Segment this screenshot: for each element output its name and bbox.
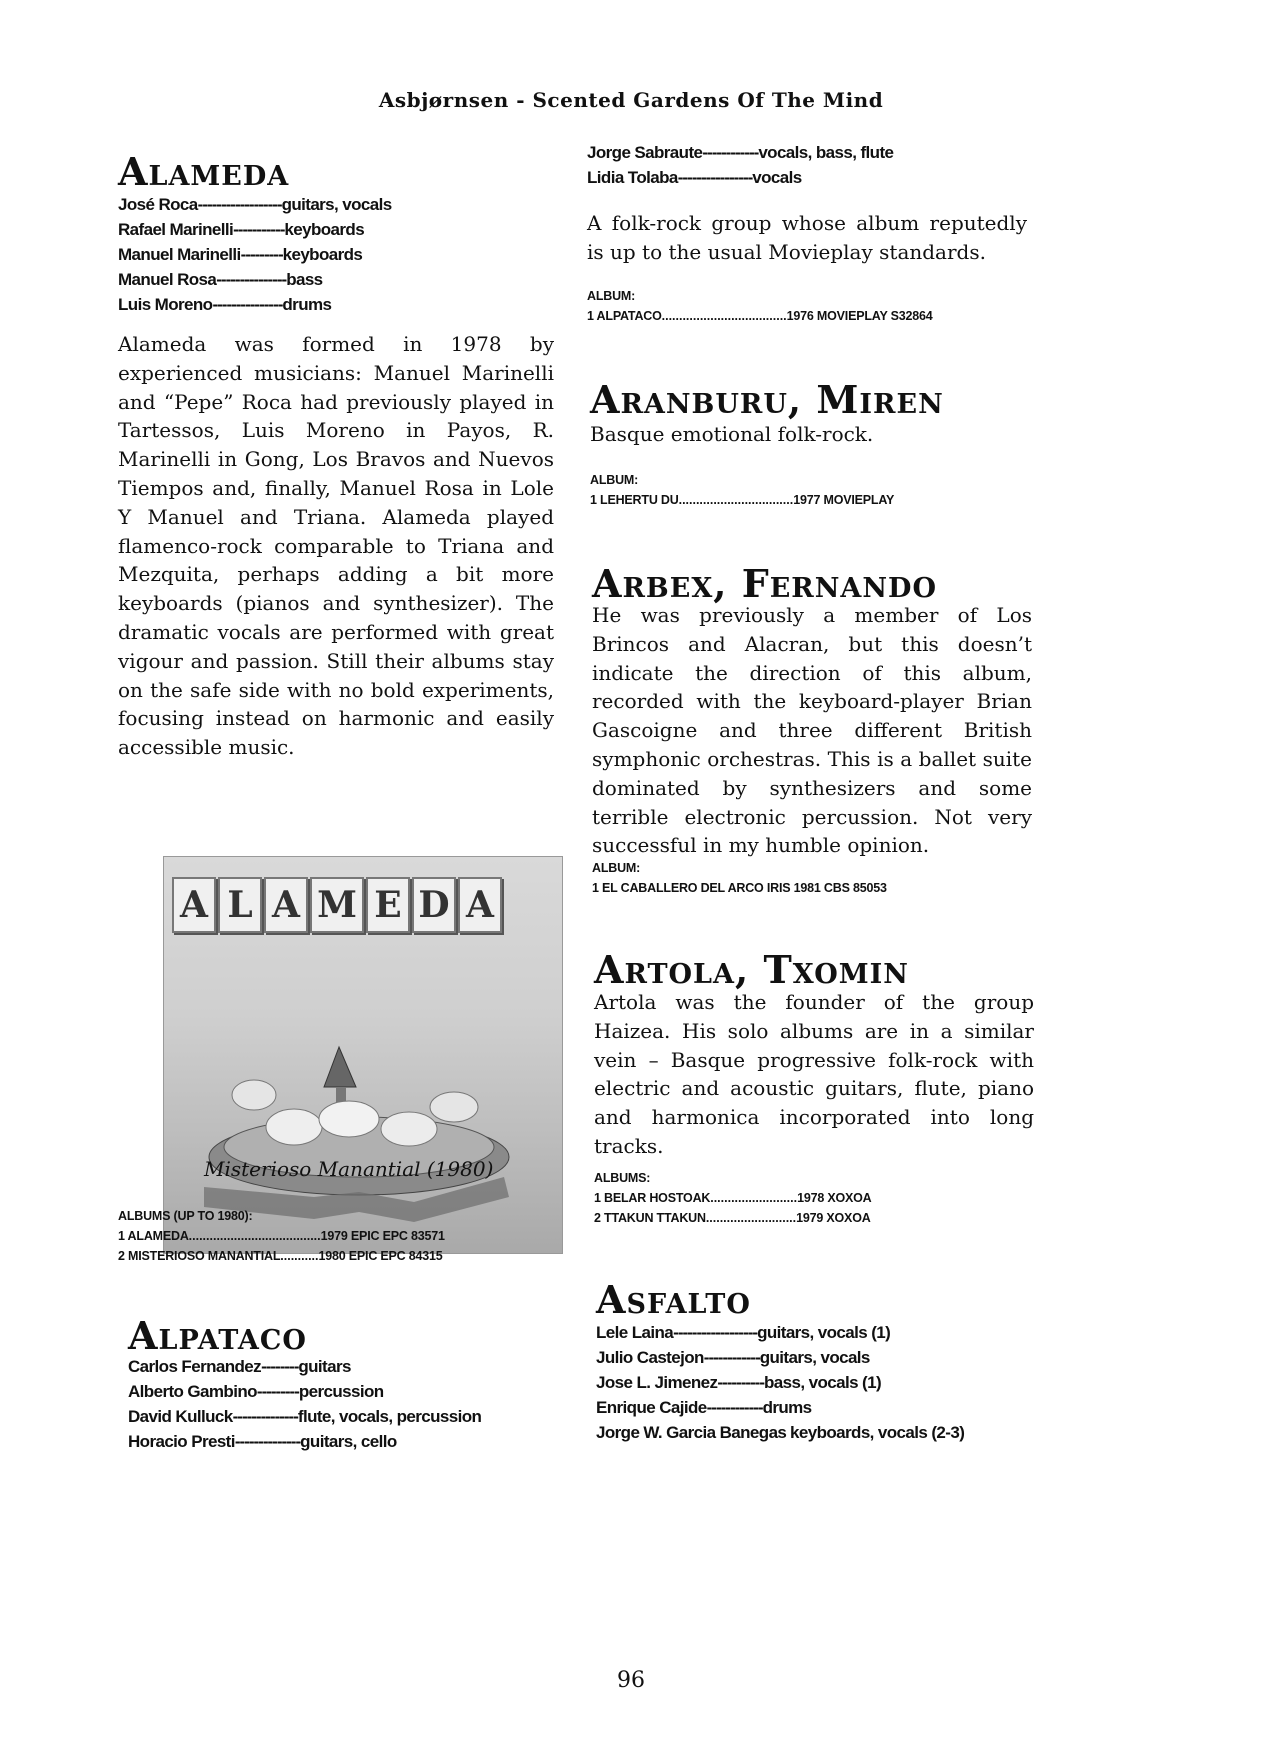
member-list-alpataco (128, 1354, 481, 1454)
running-head: Asbjørnsen - Scented Gardens Of The Mind (378, 88, 884, 112)
member-row: Jose L. Jimenez----------bass, vocals (1) (596, 1373, 882, 1392)
entry-text-artola: Artola was the founder of the group Haizea. His solo albums are in a similar vein – Basque progressive folk-rock with electric and acoustic guitars, flute, piano and harmonica incorporated into long tracks. (594, 990, 1034, 1158)
member-row: Manuel Marinelli---------keyboards (118, 245, 363, 264)
member-row: Julio Castejon------------guitars, vocals (596, 1348, 870, 1367)
member-row: Jorge Sabraute------------vocals, bass, flute (587, 143, 894, 162)
discography-alameda (118, 1206, 445, 1266)
member-row: Carlos Fernandez--------guitars (128, 1357, 351, 1376)
album-row: 1 BELAR HOSTOAK.........................1978 XOXOA (594, 1191, 872, 1205)
member-row: Lidia Tolaba----------------vocals (587, 168, 802, 187)
entry-title-arbex: Arbex, Fernando (592, 561, 937, 606)
discography-alpataco (587, 286, 933, 326)
member-row: Lele Laina------------------guitars, vocals (1) (596, 1323, 891, 1342)
album-row: 1 EL CABALLERO DEL ARCO IRIS 1981 CBS 85053 (592, 881, 887, 895)
albums-label: ALBUMS (UP TO 1980): (118, 1209, 253, 1223)
member-row: Jorge W. Garcia Banegas keyboards, vocals (2-3) (596, 1423, 965, 1442)
album-row: 1 LEHERTU DU.................................1977 MOVIEPLAY (590, 493, 895, 507)
album-row: 1 ALAMEDA......................................1979 EPIC EPC 83571 (118, 1229, 445, 1243)
entry-text-aranburu: Basque emotional folk-rock. (590, 422, 874, 446)
member-row: Alberto Gambino---------percussion (128, 1382, 384, 1401)
entry-title-alameda: Alameda (118, 149, 290, 194)
cover-tile: L (218, 877, 262, 933)
cover-caption: Misterioso Manantial (1980) (204, 1157, 494, 1181)
discography-artola (594, 1168, 872, 1228)
member-row: Luis Moreno---------------drums (118, 295, 332, 314)
cover-tile: A (264, 877, 308, 933)
member-list-alameda (118, 192, 392, 317)
member-row: Rafael Marinelli-----------keyboards (118, 220, 365, 239)
album-row: 2 MISTERIOSO MANANTIAL...........1980 EPIC EPC 84315 (118, 1249, 443, 1263)
page-number: 96 (617, 1668, 645, 1693)
entry-title-alpataco: Alpataco (128, 1313, 307, 1358)
cover-tile: A (172, 877, 216, 933)
member-row: David Kulluck--------------flute, vocals, percussion (128, 1407, 482, 1426)
discography-arbex (592, 858, 887, 898)
albums-label: ALBUM: (590, 473, 639, 487)
entry-title-aranburu: Aranburu, Miren (590, 377, 944, 422)
entry-title-asfalto: Asfalto (596, 1277, 751, 1322)
cover-artwork (164, 857, 562, 1253)
albums-label: ALBUM: (587, 289, 636, 303)
entry-text-alameda: Alameda was formed in 1978 by experienced musicians: Manuel Marinelli and “Pepe” Roca had previously played in Tartessos, Luis Moreno in Payos, R. Marinelli in Gong, Los Bravos and Nuevos Tiempos and, finally, Manuel Rosa in Lole Y Manuel and Triana. Alameda played flamenco-rock comparable to Triana and Mezquita, perhaps adding a bit more keyboards (pianos and synthesizer). The dramatic vocals are performed with great vigour and passion. Still their albums stay on the safe side with no bold experiments, focusing instead on harmonic and easily accessible music. (118, 332, 554, 760)
member-row: Manuel Rosa---------------bass (118, 270, 323, 289)
albums-label: ALBUMS: (594, 1171, 651, 1185)
member-row: Horacio Presti--------------guitars, cello (128, 1432, 397, 1451)
member-list-alpataco-continued (587, 140, 893, 190)
member-list-asfalto (596, 1320, 964, 1445)
album-cover-image (163, 856, 563, 1254)
cover-tile: D (412, 877, 456, 933)
album-row: 1 ALPATACO....................................1976 MOVIEPLAY S32864 (587, 309, 933, 323)
cover-tile: M (310, 877, 364, 933)
cover-tile: E (366, 877, 410, 933)
discography-aranburu (590, 470, 894, 510)
cover-tile: A (458, 877, 502, 933)
member-row: Enrique Cajide------------drums (596, 1398, 812, 1417)
member-row: José Roca------------------guitars, vocals (118, 195, 392, 214)
entry-text-arbex: He was previously a member of Los Brincos and Alacran, but this doesn’t indicate the direction of this album, recorded with the keyboard-player Brian Gascoigne and three different British symphonic orchestras. This is a ballet suite dominated by synthesizers and some terrible electronic percussion. Not very successful in my humble opinion. (592, 603, 1032, 858)
entry-title-artola: Artola, Txomin (594, 947, 909, 992)
albums-label: ALBUM: (592, 861, 641, 875)
entry-text-alpataco: A folk-rock group whose album reputedly is up to the usual Movieplay standards. (587, 211, 1027, 264)
album-row: 2 TTAKUN TTAKUN..........................1979 XOXOA (594, 1211, 871, 1225)
